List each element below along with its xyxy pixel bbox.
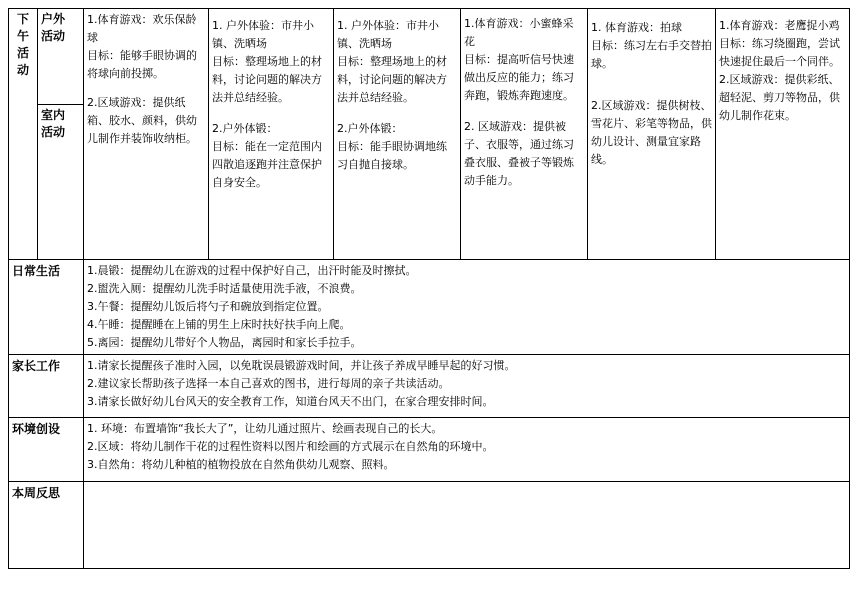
activity-cell-5 <box>588 9 716 260</box>
activity-block: 2.区域游戏：提供彩纸、超轻泥、剪刀等物品，供幼儿制作花束。 <box>719 73 840 122</box>
list-item: 1.请家长提醒孩子准时入园，以免耽误晨锻游戏时间，并让孩子养成早睡早起的好习惯。 <box>87 359 516 372</box>
afternoon-activity-label: 下午活动 <box>9 9 38 260</box>
activity-block: 1.体育游戏：小蜜蜂采花 目标：提高听信号快速做出反应的能力；练习奔跑，锻炼奔跑速度。 <box>464 17 574 102</box>
weekly-plan-table <box>8 8 850 569</box>
list-item: 2.区域：将幼儿制作干花的过程性资料以图片和绘画的方式展示在自然角的环境中。 <box>87 440 494 453</box>
reflection-row <box>9 482 850 569</box>
list-item: 5.离园：提醒幼儿带好个人物品，离园时和家长手拉手。 <box>87 336 362 349</box>
activity-block: 1. 户外体验：市井小镇、洗晒场 目标：整理场地上的材料，讨论问题的解决方法并总结经验。 <box>212 19 322 104</box>
list-item: 2.盥洗入厕：提醒幼儿洗手时适量使用洗手液，不浪费。 <box>87 282 362 295</box>
environment-label: 环境创设 <box>9 418 84 482</box>
environment-row <box>9 418 850 482</box>
afternoon-outdoor-row <box>9 9 850 105</box>
daily-life-content <box>84 260 850 355</box>
environment-content <box>84 418 850 482</box>
activity-block: 1.体育游戏：老鹰捉小鸡 目标：练习绕圈跑，尝试快速捉住最后一个同伴。 <box>719 19 840 68</box>
list-item: 1. 环境：布置墙饰“我长大了”，让幼儿通过照片、绘画表现自己的长大。 <box>87 422 443 435</box>
activity-block: 2.户外体锻： 目标：能手眼协调地练习自抛自接球。 <box>337 122 447 171</box>
activity-cell-4 <box>461 9 588 260</box>
list-item: 2.建议家长帮助孩子选择一本自己喜欢的图书，进行每周的亲子共读活动。 <box>87 377 450 390</box>
list-item: 3.午餐：提醒幼儿饭后将勺子和碗放到指定位置。 <box>87 300 329 313</box>
activity-block: 2.区域游戏：提供树枝、雪花片、彩笔等物品，供幼儿设计、测量宜家路线。 <box>591 99 712 166</box>
list-item: 4.午睡：提醒睡在上铺的男生上床时扶好扶手向上爬。 <box>87 318 351 331</box>
parent-work-label: 家长工作 <box>9 355 84 418</box>
daily-life-row <box>9 260 850 355</box>
activity-block: 2.区域游戏：提供纸箱、胶水、颜料，供幼儿制作并装饰收纳柜。 <box>87 96 197 145</box>
activity-cell-1 <box>84 9 209 260</box>
daily-life-label: 日常生活 <box>9 260 84 355</box>
activity-block: 1. 体育游戏：拍球 目标：练习左右手交替拍球。 <box>591 21 712 70</box>
activity-cell-2 <box>209 9 334 260</box>
parent-work-row <box>9 355 850 418</box>
parent-work-content <box>84 355 850 418</box>
activity-block: 1. 户外体验：市井小镇、洗晒场 目标：整理场地上的材料，讨论问题的解决方法并总结经验。 <box>337 19 447 104</box>
indoor-activity-label: 室内活动 <box>38 105 84 260</box>
outdoor-activity-label: 户外活动 <box>38 9 84 105</box>
activity-block: 1.体育游戏：欢乐保龄球 目标：能够手眼协调的将球向前投掷。 <box>87 13 197 80</box>
list-item: 3.请家长做好幼儿台风天的安全教育工作，知道台风天不出门，在家合理安排时间。 <box>87 395 494 408</box>
list-item: 3.自然角：将幼儿种植的植物投放在自然角供幼儿观察、照料。 <box>87 458 395 471</box>
activity-block: 2.户外体锻： 目标：能在一定范围内四散追逐跑并注意保护自身安全。 <box>212 122 322 189</box>
activity-cell-3 <box>334 9 461 260</box>
activity-cell-6 <box>716 9 850 260</box>
list-item: 1.晨锻：提醒幼儿在游戏的过程中保护好自己，出汗时能及时擦拭。 <box>87 264 417 277</box>
activity-block: 2. 区域游戏：提供被子、衣服等，通过练习叠衣服、叠被子等锻炼动手能力。 <box>464 120 574 187</box>
reflection-content <box>84 482 850 569</box>
reflection-label: 本周反思 <box>9 482 84 569</box>
